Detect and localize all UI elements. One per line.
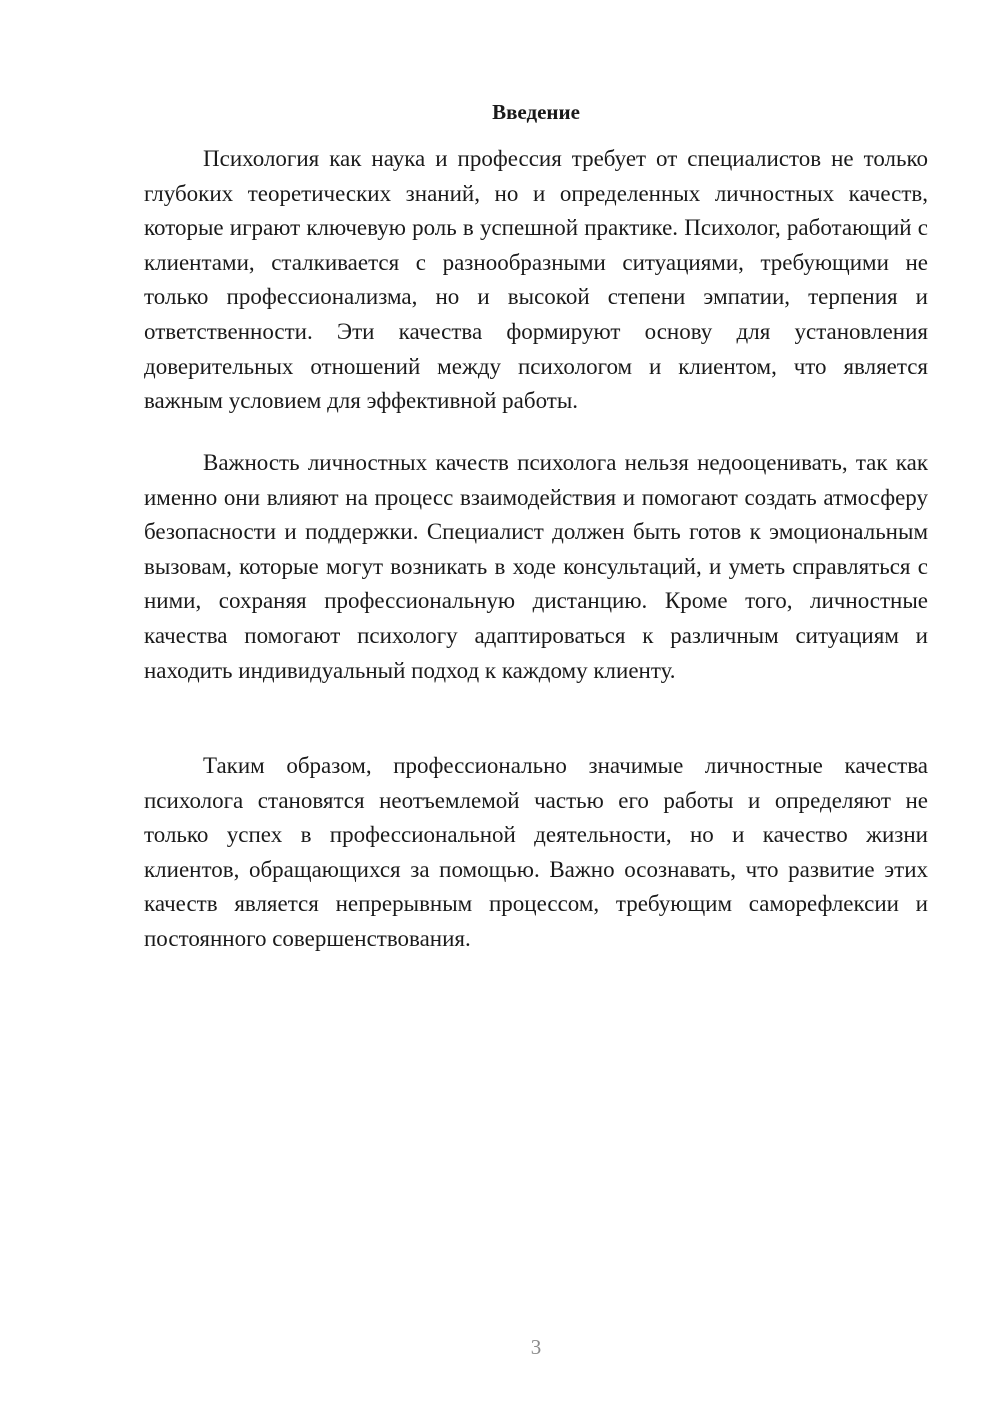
paragraph-2: Важность личностных качеств психолога нельзя недооценивать, так как именно они влияют на процесс взаимодействия и помогают создать атмосферу безопасности и поддержки. Специалист должен быть готов к эмоциональным вызовам, которые могут возникать в ходе консультаций, и уметь справляться с ними, сохраняя профессиональную дистанцию. Кроме того, личностные качества помогают психологу адаптироваться к различным ситуациям и находить индивидуальный подход к каждому клиенту. (144, 450, 928, 683)
paragraph-1: Психология как наука и профессия требует от специалистов не только глубоких теоретических знаний, но и определенных личностных качеств, которые играют ключевую роль в успешной практике. Психолог, работающий с клиентами, сталкивается с разнообразными ситуациями, требующими не только профессионализма, но и высокой степени эмпатии, терпения и ответственности. Эти качества формируют основу для установления доверительных отношений между психологом и клиентом, что является важным условием для эффективной работы. (144, 146, 928, 414)
page-number: 3 (530, 1335, 542, 1359)
section-title: Введение (492, 100, 580, 124)
paragraph-3: Таким образом, профессионально значимые личностные качества психолога становятся неотъемлемой частью его работы и определяют не только успех в профессиональной деятельности, но и качество жизни клиентов, обращающихся за помощью. Важно осознавать, что развитие этих качеств является непрерывным процессом, требующим саморефлексии и постоянного совершенствования. (144, 753, 928, 951)
